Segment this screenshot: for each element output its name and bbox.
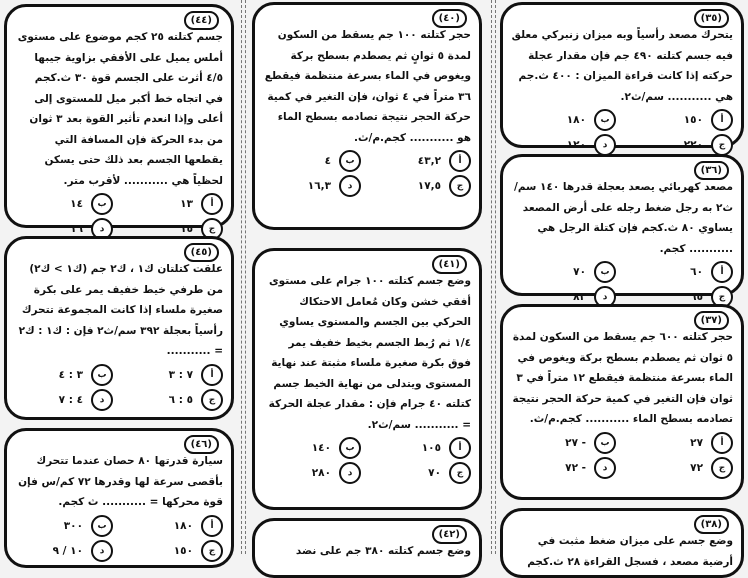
question-number: (٣٨) — [694, 515, 729, 534]
option-letter: ج — [711, 134, 733, 156]
option-value: ٧٢ — [690, 461, 703, 474]
question-card-35 — [500, 2, 744, 151]
option-letter: د — [91, 540, 113, 562]
option-letter: أ — [711, 432, 733, 454]
question-card-36 — [500, 154, 744, 303]
answer-options — [511, 109, 733, 156]
answer-option[interactable] — [125, 540, 223, 562]
answer-option[interactable] — [263, 175, 361, 197]
column-separator-left — [241, 0, 246, 554]
answer-option[interactable] — [125, 364, 223, 386]
option-value: ٥ : ٦ — [168, 393, 193, 406]
answer-option[interactable] — [263, 150, 361, 172]
option-value: ٢٧ - — [565, 436, 586, 449]
option-letter: ج — [201, 540, 223, 562]
column-separator-right — [491, 0, 496, 554]
option-value: ٦٥ — [690, 291, 703, 303]
option-letter: د — [594, 457, 616, 479]
answer-option[interactable] — [125, 515, 223, 537]
option-letter: د — [594, 286, 616, 308]
option-value: ٣ : ٤ — [58, 368, 83, 381]
answer-option[interactable] — [628, 134, 733, 156]
question-text: سيارة قدرتها ٨٠ حصان عندما تتحرك بأقصى سرعة لها وقدرها ٧٢ كم/س فإن قوة محركها = ........... ث كجم. — [18, 455, 223, 508]
option-letter: أ — [201, 515, 223, 537]
answer-option[interactable] — [263, 437, 361, 459]
option-letter: د — [339, 462, 361, 484]
question-card-40 — [252, 2, 482, 230]
option-letter: ج — [711, 457, 733, 479]
question-text: حجر كتلته ١٠٠ جم يسقط من السكون لمدة ٥ ثوانٍ ثم يصطدم بسطح بركة ويغوص في الماء بسرعة منتظمة فيقطع ٣٦ متراً في ٤ ثوان، فإن التغير في كمية حركة الحجر نتيجة تصادمه بسطح الماء هو ........... كجم.م/ث. — [264, 29, 471, 144]
option-value: ١٦,٣ — [307, 180, 331, 192]
option-value: ١٥ — [180, 223, 193, 235]
answer-options — [15, 193, 223, 240]
answer-options — [263, 437, 471, 484]
question-text: وضع جسم كتلته ٣٨٠ جم على نضد — [295, 545, 471, 557]
option-value: ٧٠ — [428, 467, 441, 479]
question-card-37 — [500, 304, 744, 500]
option-letter: د — [339, 175, 361, 197]
question-number: (٤٦) — [184, 435, 219, 454]
question-text: وضع جسم على ميزان ضغط مثبت في أرضية مصعد ، فسجل القراءة ٢٨ ث.كجم — [527, 535, 733, 568]
option-value: ١٤ — [70, 198, 83, 210]
answer-option[interactable] — [125, 193, 223, 215]
option-value: ٧ : ٣ — [168, 368, 193, 381]
answer-options — [15, 364, 223, 411]
answer-options — [511, 261, 733, 308]
answer-option[interactable] — [511, 134, 616, 156]
option-letter: ب — [91, 193, 113, 215]
answer-option[interactable] — [628, 261, 733, 283]
option-letter: ب — [91, 364, 113, 386]
option-value: ٣٠٠ — [63, 519, 83, 532]
option-value: ٤ — [324, 155, 331, 167]
question-card-44 — [4, 4, 234, 235]
option-value: ١٥٠ — [683, 114, 703, 126]
option-letter: ب — [339, 437, 361, 459]
question-card-41 — [252, 248, 482, 510]
answer-option[interactable] — [15, 515, 113, 537]
answer-option[interactable] — [373, 175, 471, 197]
option-value: ٢٧ — [690, 436, 703, 449]
option-letter: ج — [449, 175, 471, 197]
question-number: (٣٥) — [694, 9, 729, 28]
answer-option[interactable] — [511, 109, 616, 131]
question-number: (٤٤) — [184, 11, 219, 30]
question-number: (٤٢) — [432, 525, 467, 544]
option-value: ٨٢ — [573, 291, 586, 303]
answer-option[interactable] — [373, 150, 471, 172]
option-letter: ج — [449, 462, 471, 484]
answer-option[interactable] — [15, 540, 113, 562]
option-letter: ب — [594, 432, 616, 454]
option-value: ١٦ — [70, 223, 83, 235]
option-letter: ج — [201, 389, 223, 411]
option-letter: ج — [201, 218, 223, 240]
question-card-45 — [4, 236, 234, 420]
option-value: ١٠ / ٩ — [52, 544, 83, 557]
answer-option[interactable] — [511, 457, 616, 479]
question-card-46 — [4, 428, 234, 568]
question-text: يتحرك مصعد رأسياً وبه ميزان زنبركي معلق فيه جسم كتلته ٤٩٠ جم فإن مقدار عجلة حركته إذا كانت قراءة الميزان : ٤٠٠ ث.جم هي ........... سم/ث٢. — [511, 29, 733, 103]
option-letter: د — [91, 389, 113, 411]
option-value: ٤٣,٢ — [417, 155, 441, 167]
option-value: ٢٨٠ — [311, 467, 331, 479]
question-number: (٣٦) — [694, 161, 729, 180]
answer-option[interactable] — [628, 109, 733, 131]
option-letter: د — [91, 218, 113, 240]
option-letter: ب — [339, 150, 361, 172]
option-letter: أ — [449, 437, 471, 459]
answer-options — [263, 150, 471, 197]
option-value: ١٠٥ — [421, 442, 441, 454]
answer-option[interactable] — [15, 389, 113, 411]
option-letter: أ — [711, 109, 733, 131]
option-value: ٧٠ — [573, 266, 586, 278]
option-letter: ب — [594, 261, 616, 283]
option-value: ٧٢ - — [565, 461, 586, 474]
option-letter: ب — [91, 515, 113, 537]
question-text: وضع جسم كتلته ١٠٠ جرام على مستوى أفقي خشن وكان مُعامل الاحتكاك الحركي بين الجسم والمستوى يساوي ١/٤ ثم رُبط الجسم بخيط خفيف يمر فوق بكرة صغيرة ملساء مثبتة عند نهاية المستوى ويتدلى من نهاية الخيط جسم كتلته ٤٠ جرام فإن : مقدار عجلة الحركة = ........... سم/ث٢. — [268, 275, 471, 431]
answer-option[interactable] — [263, 462, 361, 484]
answer-option[interactable] — [628, 457, 733, 479]
option-letter: أ — [449, 150, 471, 172]
answer-option[interactable] — [15, 193, 113, 215]
option-value: ١٧,٥ — [417, 180, 441, 192]
option-value: ١٨٠ — [173, 519, 193, 532]
option-value: ٤ : ٧ — [58, 393, 83, 406]
answer-option[interactable] — [373, 437, 471, 459]
option-letter: ج — [711, 286, 733, 308]
answer-options — [511, 432, 733, 479]
option-value: ١٨٠ — [566, 114, 586, 126]
answer-options — [15, 515, 223, 562]
option-value: ١٤٠ — [311, 442, 331, 454]
question-number: (٣٧) — [694, 311, 729, 330]
question-text: علقت كتلتان ك١ ، ك٢ جم (ك١ > ك٢) من طرفي خيط خفيف يمر على بكرة صغيرة ملساء إذا كانت المجموعة تتحرك رأسياً بعجلة ٣٩٢ سم/ث٢ فإن : ك١ : ك٢ = ........... — [18, 263, 223, 357]
question-card-42 — [252, 518, 482, 578]
question-card-38 — [500, 508, 744, 578]
option-value: ٢٢٠ — [683, 139, 703, 151]
option-letter: د — [594, 134, 616, 156]
answer-option[interactable] — [125, 389, 223, 411]
question-text: حجر كتلته ٦٠٠ جم يسقط من السكون لمدة ٥ ثوان ثم يصطدم بسطح بركة ويغوص في الماء بسرعة منتظمة فيقطع ١٢ متراً في ٣ ثوان فإن التغير في كمية حركة الحجر نتيجة تصادمه بسطح الماء ........... كجم.م/ث. — [512, 331, 733, 425]
question-text: جسم كتلته ٢٥ كجم موضوع على مستوى أملس يميل على الأفقي بزاوية جيبها ٤/٥ أثرت على الجسم قوة ٣٠ ث.كجم في اتجاه خط أكبر ميل للمستوى إلى أعلى وإذا انعدم تأثير القوة بعد ٣ ثوان من بدء الحركة فإن المسافة التي يقطعها الجسم بعد ذلك حتى يسكن لحظياً هي ........... لأقرب متر. — [17, 31, 223, 187]
question-number: (٤١) — [432, 255, 467, 274]
question-number: (٤٠) — [432, 9, 467, 28]
answer-option[interactable] — [373, 462, 471, 484]
option-value: ١٢٠ — [566, 139, 586, 151]
option-letter: أ — [201, 364, 223, 386]
question-text: مصعد كهربائي يصعد بعجلة قدرها ١٤٠ سم/ث٢ به رجل ضغط رجله على أرض المصعد يساوي ٨٠ ث.كجم فإن كتلة الرجل هي ........... كجم. — [513, 181, 733, 255]
answer-option[interactable] — [511, 261, 616, 283]
option-letter: أ — [201, 193, 223, 215]
option-value: ١٣ — [180, 198, 193, 210]
answer-option[interactable] — [511, 432, 616, 454]
answer-option[interactable] — [628, 432, 733, 454]
option-letter: أ — [711, 261, 733, 283]
answer-option[interactable] — [15, 364, 113, 386]
option-value: ٦٠ — [690, 266, 703, 278]
option-letter: ب — [594, 109, 616, 131]
question-number: (٤٥) — [184, 243, 219, 262]
option-value: ١٥٠ — [173, 544, 193, 557]
